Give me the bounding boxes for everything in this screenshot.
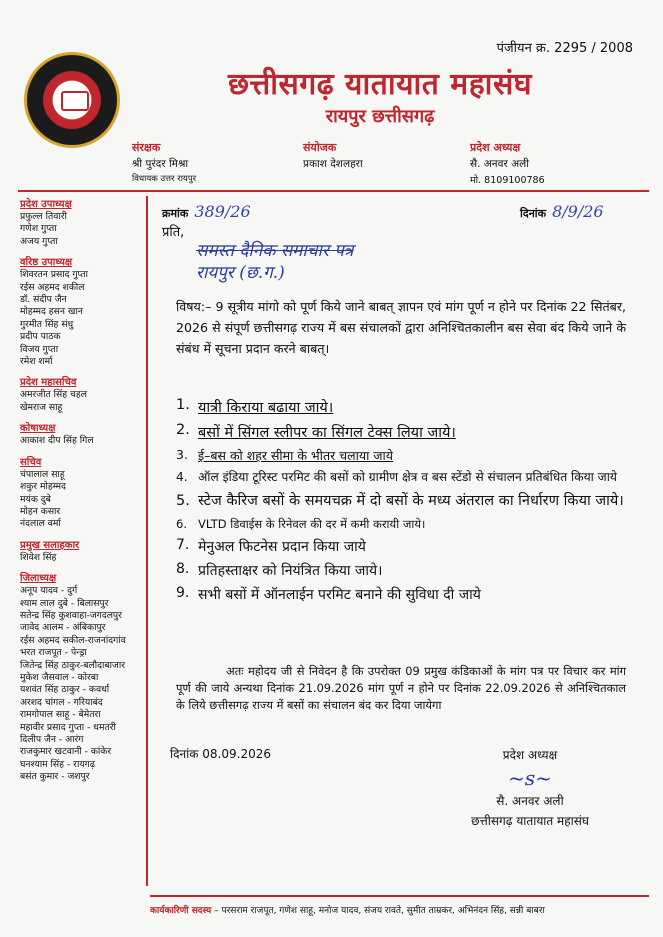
demand-item: 8. प्रतिहस्ताक्षर को नियंत्रित किया जाये। [176,561,383,579]
footer-members: परसराम राजपूत, गणेश साहू, मनोज यादव, संजय रावते, सुमीत ताम्रकर, अभिनंदन सिंह, सन्नी बाबरा [221,906,545,916]
closing-paragraph: अतः महोदय जी से निवेदन है कि उपरोक्त 09 प्रमुख कंडिकाओं के मांग पत्र पर विचार कर मांग पूर्ण की जाये अन्यथा दिनांक 21.09.2026 मांग पूर्ण न होने पर दिनांक 22.09.2026 से अनिश्चितकाल के लिये छत्तीसगढ़ राज्य में बसों का संचालन बंद कर दिया जायेगा [176,664,626,712]
sidebar-member: बसंत कुमार - जशपुर [20,771,90,783]
recipient-prefix: प्रति, [162,225,185,240]
handwritten-signature: ~ꜱ~ [508,766,552,790]
sidebar-member: भरत राजपूत - पेन्ड्रा [20,647,87,659]
sidebar-member: अजय गुप्ता [20,235,58,247]
sidebar-member: चंपालाल साहू [20,468,65,480]
sidebar-member: मोहन कसार [20,505,61,517]
sidebar-section-heading: सचिव [20,456,42,468]
organization-title: छत्तीसगढ़ यातायात महासंघ [228,67,532,102]
signature-block [430,745,630,831]
demand-item: 9. सभी बसों में ऑनलाईन परमिट बनाने की सुविधा दी जाये [176,585,481,603]
sidebar-member: रामगोपाल साहू - बेमेतरा [20,709,101,721]
sidebar-member: श्याम लाल दुबे - बिलासपुर [20,597,109,609]
sidebar-member: सतेन्द्र सिंह कुशवाहा-जगदलपुर [20,609,122,621]
organization-city: रायपुर छत्तीसगढ़ [325,106,435,127]
sidebar-member: डॉ. संदीप जैन [20,294,67,306]
reference-value: 389/26 [194,202,251,221]
sidebar-member: महावीर प्रसाद गुप्ता - धमतरी [20,721,116,733]
demand-item: 2. बसों में सिंगल स्लीपर का सिंगल टेक्स लिया जाये। [176,422,456,441]
sidebar-member: विजय गुप्ता [20,343,59,355]
sidebar-member: राजकुमार खटवानी - कांकेर [20,746,112,758]
sidebar-member: अरशद चांगल - गरियाबंद [20,696,103,708]
sidebar-member: प्रदीप पाठक [20,331,61,343]
letter-date [520,202,604,221]
sidebar-member: मयंक दुबे [20,493,51,505]
sidebar-member: मुकेश जैसवाल - कोरबा [20,671,99,683]
bus-icon [61,91,89,111]
sidebar-section-heading: जिलाध्यक्ष [20,573,57,585]
recipient-address [196,240,353,284]
executive-members-footer: कार्यकारिणी सदस्य – परसराम राजपूत, गणेश साहू, मनोज यादव, संजय रावते, सुमीत ताम्रकर, अभिनंदन सिंह, सन्नी बाबरा [150,895,649,916]
demand-item: 4. ऑल इंडिया टूरिस्ट परमिट की बसों को ग्रामीण क्षेत्र व बस स्टेंडो से संचालन प्रतिबंधित किया जाये [176,470,617,484]
patron-name: श्री पुरंदर मिश्रा [132,158,189,170]
president-phone: मो. 8109100786 [470,175,545,186]
sidebar-section-heading: कोषाध्यक्ष [20,423,56,435]
patron-block [132,140,196,184]
sidebar-section [20,254,146,368]
president-name: सै. अनवर अली [470,158,529,170]
office-bearers-sidebar [20,196,148,886]
closing-date: दिनांक 08.09.2026 [170,747,271,761]
convener-role: संयोजक [303,141,337,154]
sidebar-member: रमेश शर्मा [20,356,53,368]
sidebar-member: रईस अहमद शकील [20,281,85,293]
sidebar-member: प्रफुल्ल तिवारी [20,211,67,222]
sidebar-member: शकुर मोहम्मद [20,481,66,493]
sidebar-section [20,454,146,531]
sidebar-section [20,374,146,414]
sidebar-member: दिलीप जैन - आरंग [20,734,84,745]
sidebar-member: मोहम्मद हसन खान [20,306,83,318]
registration-number: पंजीयन क्र. 2295 / 2008 [496,41,633,56]
convener-block [303,140,363,171]
demand-item: 1. यात्री किराया बढाया जाये। [176,397,334,416]
recipient-line-2: रायपुर (छ.ग.) [196,263,285,283]
demand-item: 7. मेनुअल फिटनेस प्रदान किया जाये [176,537,366,555]
demand-item: 5. स्टेज कैरिज बसों के समयचक्र में दो बसों के मध्य अंतराल का निर्धारण किया जाये। [176,493,624,509]
sidebar-member: यशवंत सिंह ठाकुर - कवर्धा [20,684,110,696]
sidebar-member: गुरमीत सिंह संधु [20,318,74,330]
organization-logo [24,52,120,148]
sidebar-section-heading: प्रमुख सलाहकार [20,539,80,551]
demand-item: 3. ई–बस को शहर सीमा के भीतर चलाया जाये [176,447,394,463]
sidebar-section [20,570,146,784]
president-role: प्रदेश अध्यक्ष [470,141,521,154]
sidebar-section-heading: प्रदेश उपाध्यक्ष [20,199,72,210]
sidebar-section-heading: प्रदेश महासचिव [20,377,77,389]
signatory-organization: छत्तीसगढ़ यातायात महासंघ [471,814,589,828]
sidebar-member: रईस अहमद सकील-राजनांदगांव [20,634,126,646]
sidebar-member: अमरजीत सिंह चहल [20,389,87,401]
sidebar-member: शिवरतन प्रसाद गुप्ता [20,269,88,281]
date-label: दिनांक [520,207,547,220]
sidebar-section-heading: वरिष्ठ उपाध्यक्ष [20,257,73,269]
reference-number [162,202,251,221]
sidebar-member: आकाश दीप सिंह गिल [20,435,94,447]
sidebar-section [20,420,146,447]
demands-list [176,397,636,609]
convener-name: प्रकाश देशलहरा [303,158,363,170]
sidebar-member: गणेश गुप्ता [20,223,57,235]
recipient-line-1: समस्त दैनिक समाचार पत्र [196,241,354,261]
demand-item: 6. VLTD डिवाईस के रिनेवल की दर में कमी करायी जाये। [176,517,426,531]
sidebar-section [20,537,146,564]
sidebar-member: अनूप यादव - दुर्ग [20,585,78,597]
subject-paragraph: विषय:– 9 सूत्रीय मांगो को पूर्ण किये जाने बाबत् ज्ञापन एवं मांग पूर्ण न होने पर दिनांक 22 सितंबर, 2026 से संपूर्ण छत्तीसगढ़ राज्य में बस संचालकों द्वारा अनिश्चितकालीन बस सेवा बंद किये जाने के संबंध में सूचना प्रदान करने बाबत्। [176,299,626,356]
sidebar-member: नंदलाल वर्मा [20,518,61,530]
patron-role: संरक्षक [132,141,161,154]
sidebar-member: जावेद आलम - अंबिकापुर [20,622,106,634]
header-divider [18,190,649,192]
footer-label: कार्यकारिणी सदस्य [150,906,212,916]
patron-detail: विधायक उत्तर रायपुर [132,174,197,184]
signatory-title: प्रदेश अध्यक्ष [502,748,558,762]
sidebar-section [20,196,146,248]
sidebar-member: घनश्याम सिंह - रायगढ़ [20,758,95,770]
reference-label: क्रमांक [162,207,189,220]
sidebar-member: शिवेश सिंह [20,551,57,563]
signatory-name: सै. अनवर अली [496,794,564,808]
sidebar-member: खेमराज साहू [20,401,63,413]
date-value: 8/9/26 [552,202,604,221]
president-block [470,140,545,186]
sidebar-member: जितेन्द्र सिंह ठाकुर-बलौदाबाजार [20,659,125,671]
